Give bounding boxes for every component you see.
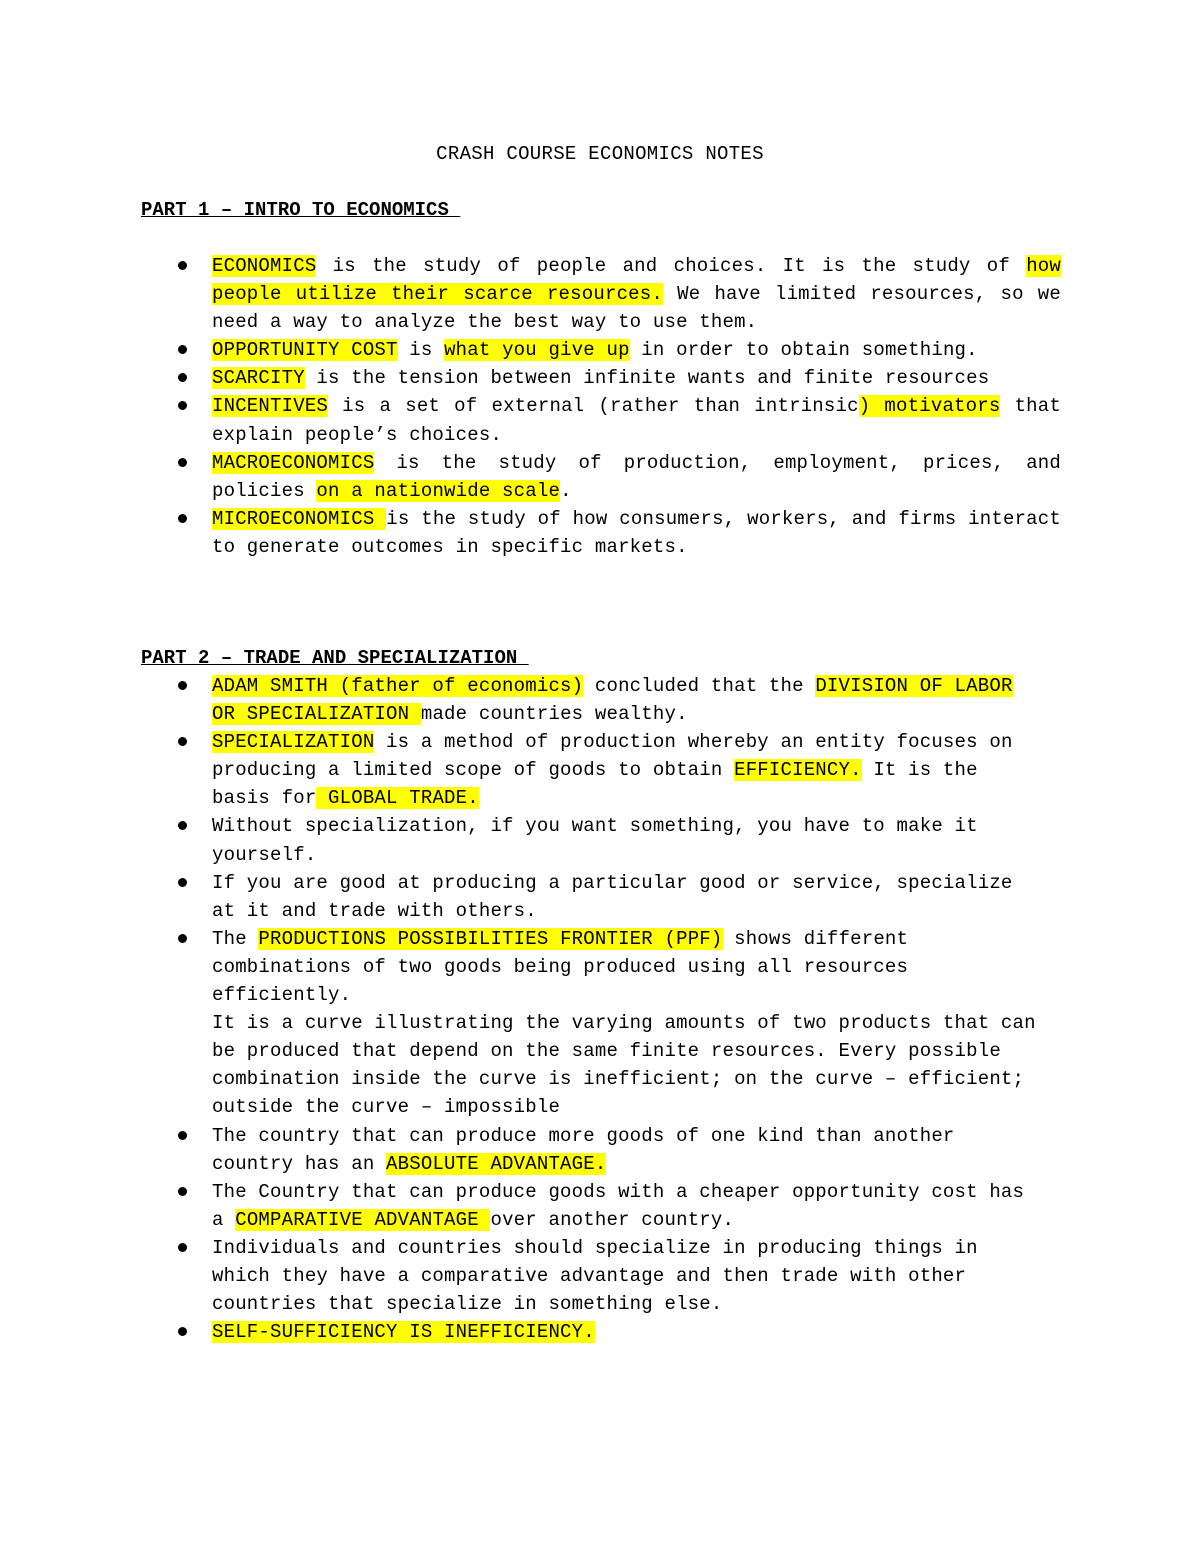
term-economics: ECONOMICS	[212, 255, 317, 277]
list-item: MACROECONOMICS is the study of production, employment, prices, and policies on a nationwide scale.	[141, 449, 1061, 505]
highlighted-definition: GLOBAL TRADE.	[316, 787, 479, 810]
list-item	[141, 1318, 1041, 1346]
part2-bullet-list	[141, 672, 1041, 1346]
ppf-explanation: It is a curve illustrating the varying amounts of two products that can be produced that depend on the same finite resources. Every possible combination inside the curve is inefficient; on the curve – efficient; outside the curve – impossible	[212, 1012, 1036, 1119]
term-macroeconomics: MACROECONOMICS	[212, 451, 375, 474]
bullet-icon	[178, 878, 187, 887]
highlighted-definition: DIVISION OF LABOR OR SPECIALIZATION	[212, 675, 1013, 726]
bullet-icon	[178, 681, 187, 690]
bullet-icon	[178, 737, 187, 746]
bullet-icon	[178, 261, 187, 270]
term-microeconomics: MICROECONOMICS	[212, 507, 387, 530]
bullet-icon	[178, 514, 187, 523]
highlighted-definition: how people utilize their scarce resources.	[212, 255, 1061, 306]
bullet-icon	[178, 821, 187, 830]
term-specialization: SPECIALIZATION	[212, 731, 375, 754]
term-ppf: PRODUCTIONS POSSIBILITIES FRONTIER (PPF)	[258, 927, 723, 950]
term-self-sufficiency: SELF-SUFFICIENCY IS INEFFICIENCY.	[212, 1321, 595, 1344]
highlighted-definition: what you give up	[444, 339, 630, 362]
list-item: INCENTIVES is a set of external (rather than intrinsic) motivators that explain people’s choices.	[141, 392, 1061, 448]
highlighted-definition: on a nationwide scale	[316, 479, 561, 502]
term-opportunity-cost: OPPORTUNITY COST	[212, 339, 398, 362]
bullet-icon	[178, 1243, 187, 1252]
document-title: CRASH COURSE ECONOMICS NOTES	[436, 143, 764, 165]
list-item: The Country that can produce goods with a cheaper opportunity cost has a COMPARATIVE ADVANTAGE over another country.	[141, 1178, 1041, 1234]
bullet-icon	[178, 345, 187, 354]
part2-heading: PART 2 – TRADE AND SPECIALIZATION	[141, 647, 529, 669]
list-item: If you are good at producing a particular good or service, specialize at it and trade with others.	[141, 869, 1041, 925]
bullet-icon	[178, 1187, 187, 1196]
list-item: The PRODUCTIONS POSSIBILITIES FRONTIER (PPF) shows different combinations of two goods being produced using all resources efficiently. It is a curve illustrating the varying amounts of two products that can be produced that depend on the same finite resources. Every possible combination inside the curve is inefficient; on the curve – efficient; outside the curve – impossible	[141, 925, 1041, 1122]
term-scarcity: SCARCITY	[212, 367, 305, 390]
bullet-icon	[178, 401, 187, 410]
term-comparative-advantage: COMPARATIVE ADVANTAGE	[235, 1208, 491, 1231]
bullet-icon	[178, 934, 187, 943]
list-item: Individuals and countries should specialize in producing things in which they have a comparative advantage and then trade with other countries that specialize in something else.	[141, 1234, 1041, 1318]
part1-bullet-list	[141, 252, 1061, 561]
bullet-icon	[178, 1131, 187, 1140]
list-item: MICROECONOMICS is the study of how consumers, workers, and firms interact to generate outcomes in specific markets.	[141, 505, 1061, 561]
bullet-icon	[178, 1327, 187, 1336]
highlighted-definition: EFFICIENCY.	[734, 759, 862, 782]
part1-heading: PART 1 – INTRO TO ECONOMICS	[141, 199, 461, 221]
list-item: ECONOMICS is the study of people and choices. It is the study of how people utilize their scarce resources. We have limited resources, so we need a way to analyze the best way to use them.	[141, 252, 1061, 336]
term-absolute-advantage: ABSOLUTE ADVANTAGE.	[386, 1152, 607, 1175]
term-adam-smith: ADAM SMITH (father of economics)	[212, 675, 584, 697]
list-item: SCARCITY is the tension between infinite wants and finite resources	[141, 364, 1061, 392]
highlighted-definition: ) motivators	[858, 395, 1001, 418]
list-item: The country that can produce more goods of one kind than another country has an ABSOLUTE ADVANTAGE.	[141, 1122, 1041, 1178]
list-item: OPPORTUNITY COST is what you give up in order to obtain something.	[141, 336, 1061, 364]
list-item: ADAM SMITH (father of economics) concluded that the DIVISION OF LABOR OR SPECIALIZATION made countries wealthy.	[141, 672, 1041, 728]
bullet-icon	[178, 458, 187, 467]
list-item: Without specialization, if you want something, you have to make it yourself.	[141, 812, 1041, 868]
list-item: SPECIALIZATION is a method of production whereby an entity focuses on producing a limited scope of goods to obtain EFFICIENCY. It is the basis for GLOBAL TRADE.	[141, 728, 1041, 812]
term-incentives: INCENTIVES	[212, 395, 329, 418]
bullet-icon	[178, 373, 187, 382]
